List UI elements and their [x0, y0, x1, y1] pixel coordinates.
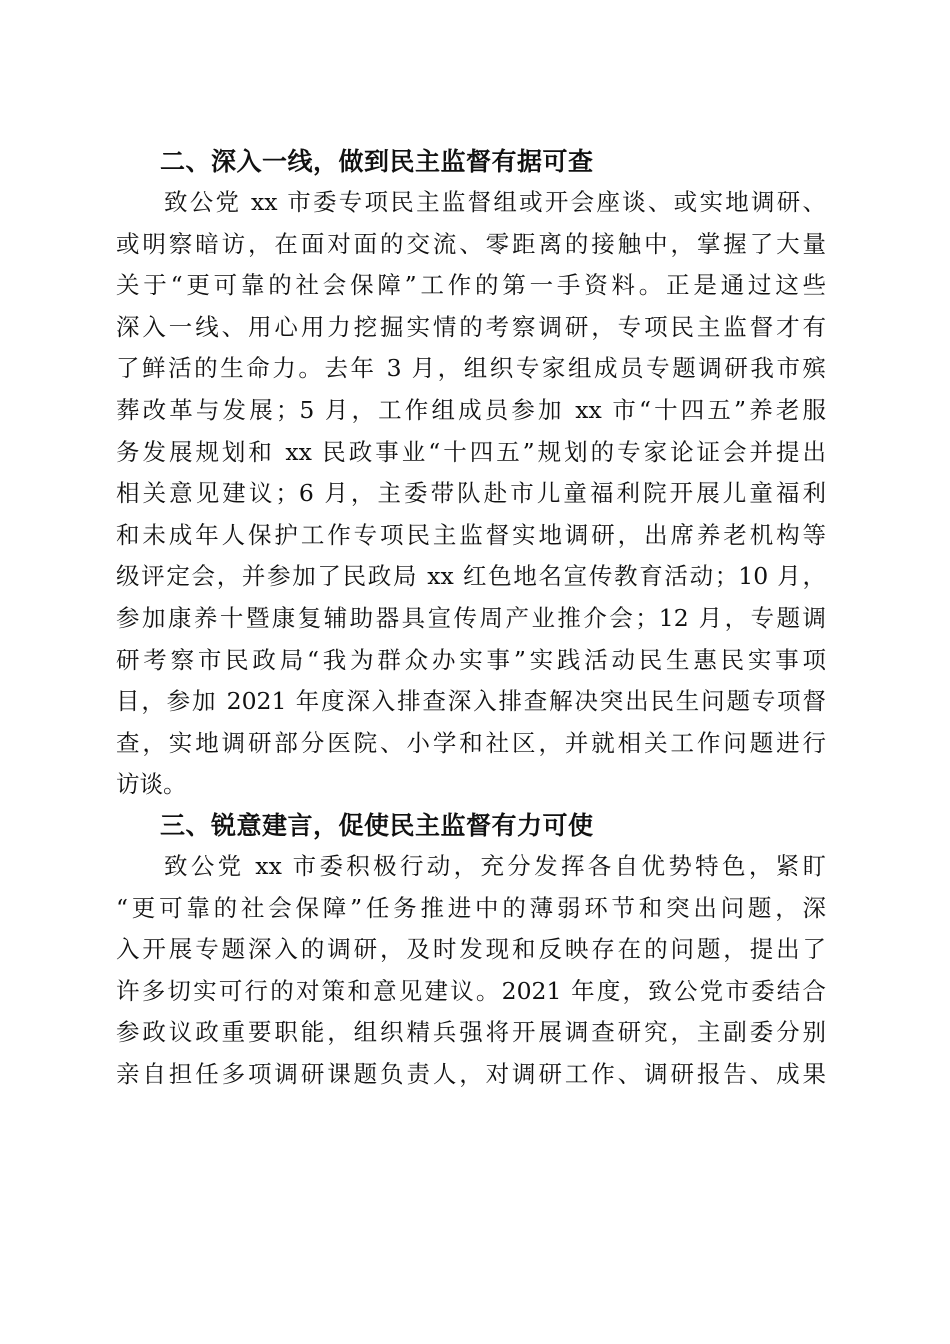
paragraph-line: 葬改革与发展；5 月，工作组成员参加 xx 市“十四五”养老服 [116, 395, 826, 424]
paragraph-line: 参加康养十暨康复辅助器具宣传周产业推介会；12 月，专题调 [116, 603, 826, 632]
paragraph-line: 入开展专题深入的调研，及时发现和反映存在的问题，提出了 [116, 935, 826, 964]
paragraph-line: 研考察市民政局“我为群众办实事”实践活动民生惠民实事项 [116, 645, 826, 674]
paragraph-line: 深入一线、用心用力挖掘实情的考察调研，专项民主监督才有 [116, 312, 826, 341]
paragraph-line: “更可靠的社会保障”任务推进中的薄弱环节和突出问题，深 [116, 893, 826, 922]
document-body [116, 142, 826, 1095]
section-heading-3: 三、锐意建言，促使民主监督有力可使 [160, 810, 594, 840]
paragraph-line: 了鲜活的生命力。去年 3 月，组织专家组成员专题调研我市殡 [116, 354, 826, 383]
paragraph-line: 致公党 xx 市委专项民主监督组或开会座谈、或实地调研、 [164, 188, 826, 216]
paragraph-line: 级评定会，并参加了民政局 xx 红色地名宣传教育活动；10 月， [116, 562, 826, 591]
paragraph-line: 目，参加 2021 年度深入排查深入排查解决突出民生问题专项督 [116, 687, 826, 716]
paragraph-line: 亲自担任多项调研课题负责人，对调研工作、调研报告、成果 [116, 1059, 826, 1088]
paragraph-line: 或明察暗访，在面对面的交流、零距离的接触中，掌握了大量 [116, 229, 826, 258]
paragraph-line: 关于“更可靠的社会保障”工作的第一手资料。正是通过这些 [116, 271, 826, 300]
paragraph-line: 相关意见建议；6 月，主委带队赴市儿童福利院开展儿童福利 [116, 479, 826, 508]
section-2-paragraph [116, 182, 826, 806]
section-3-paragraph [116, 846, 826, 1096]
paragraph-line: 和未成年人保护工作专项民主监督实地调研，出席养老机构等 [116, 520, 826, 549]
paragraph-line: 查，实地调研部分医院、小学和社区，并就相关工作问题进行 [116, 728, 826, 757]
paragraph-line: 务发展规划和 xx 民政事业“十四五”规划的专家论证会并提出 [116, 437, 826, 466]
paragraph-line: 参政议政重要职能，组织精兵强将开展调查研究，主副委分别 [116, 1018, 826, 1047]
section-heading-2: 二、深入一线，做到民主监督有据可查 [160, 147, 594, 176]
paragraph-line: 访谈。 [116, 770, 187, 799]
paragraph-line: 致公党 xx 市委积极行动，充分发挥各自优势特色，紧盯 [164, 851, 826, 880]
paragraph-line: 许多切实可行的对策和意见建议。2021 年度，致公党市委结合 [116, 976, 826, 1005]
